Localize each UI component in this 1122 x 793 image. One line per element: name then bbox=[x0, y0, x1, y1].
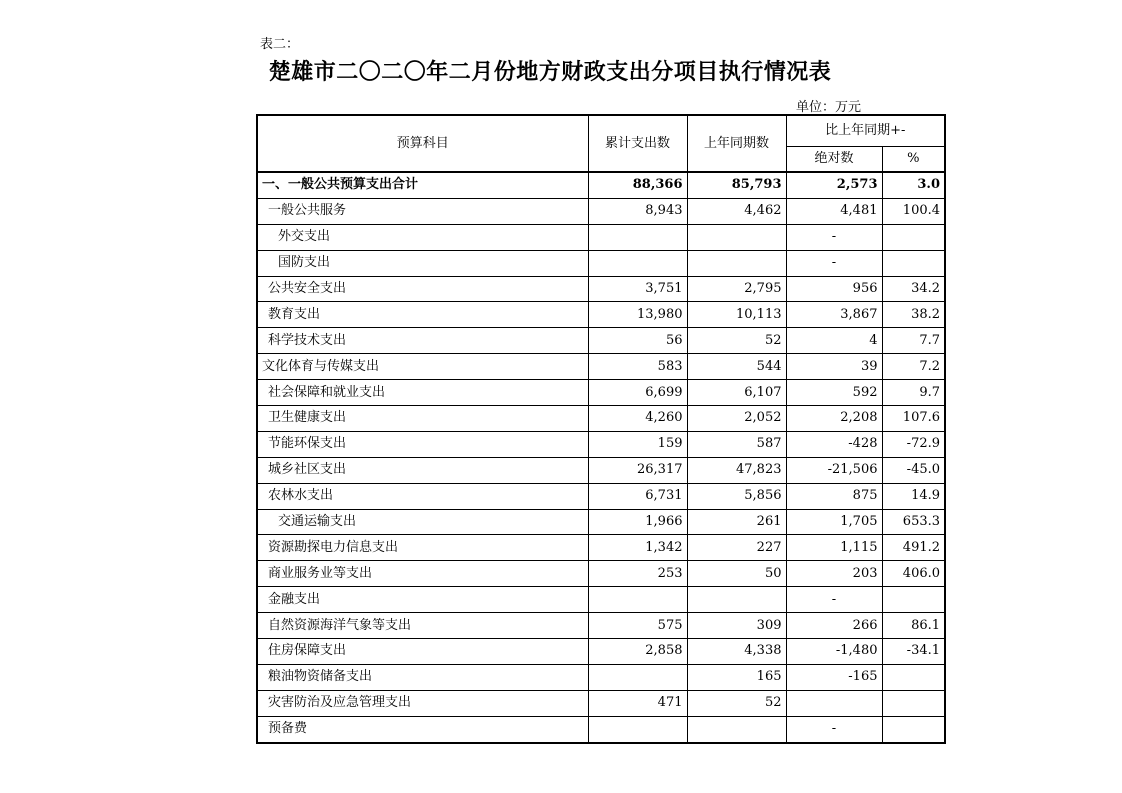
row-percent: 9.7 bbox=[882, 380, 945, 406]
table-row bbox=[257, 406, 945, 432]
row-last-year: 4,462 bbox=[687, 198, 786, 224]
row-absolute: 592 bbox=[786, 380, 882, 406]
row-cumulative: 8,943 bbox=[588, 198, 687, 224]
row-percent bbox=[882, 664, 945, 690]
table-row bbox=[257, 716, 945, 742]
row-percent: 107.6 bbox=[882, 406, 945, 432]
row-absolute: 1,705 bbox=[786, 509, 882, 535]
row-absolute: 2,208 bbox=[786, 406, 882, 432]
total-last-year: 85,793 bbox=[687, 172, 786, 198]
row-absolute: - bbox=[786, 224, 882, 250]
row-cumulative: 6,731 bbox=[588, 483, 687, 509]
row-absolute: 4 bbox=[786, 328, 882, 354]
row-cumulative: 56 bbox=[588, 328, 687, 354]
table-row bbox=[257, 302, 945, 328]
table-row bbox=[257, 613, 945, 639]
row-absolute: - bbox=[786, 250, 882, 276]
row-percent: 653.3 bbox=[882, 509, 945, 535]
total-name: 一、一般公共预算支出合计 bbox=[257, 172, 588, 198]
row-percent: -72.9 bbox=[882, 431, 945, 457]
row-name: 公共安全支出 bbox=[257, 276, 588, 302]
row-percent: 38.2 bbox=[882, 302, 945, 328]
row-percent bbox=[882, 587, 945, 613]
row-cumulative: 4,260 bbox=[588, 406, 687, 432]
table-row bbox=[257, 561, 945, 587]
table-row bbox=[257, 639, 945, 665]
row-name: 节能环保支出 bbox=[257, 431, 588, 457]
table-row bbox=[257, 483, 945, 509]
header-item: 预算科目 bbox=[257, 115, 588, 172]
table-row bbox=[257, 328, 945, 354]
row-last-year: 261 bbox=[687, 509, 786, 535]
row-percent: 491.2 bbox=[882, 535, 945, 561]
row-absolute: 4,481 bbox=[786, 198, 882, 224]
row-last-year: 2,052 bbox=[687, 406, 786, 432]
row-name: 国防支出 bbox=[257, 250, 588, 276]
row-last-year bbox=[687, 250, 786, 276]
row-percent: 406.0 bbox=[882, 561, 945, 587]
row-name: 金融支出 bbox=[257, 587, 588, 613]
row-last-year: 6,107 bbox=[687, 380, 786, 406]
row-name: 城乡社区支出 bbox=[257, 457, 588, 483]
row-name: 文化体育与传媒支出 bbox=[257, 354, 588, 380]
row-absolute: 875 bbox=[786, 483, 882, 509]
row-absolute: -428 bbox=[786, 431, 882, 457]
row-name: 社会保障和就业支出 bbox=[257, 380, 588, 406]
row-cumulative: 26,317 bbox=[588, 457, 687, 483]
row-cumulative: 6,699 bbox=[588, 380, 687, 406]
row-last-year: 227 bbox=[687, 535, 786, 561]
row-last-year: 5,856 bbox=[687, 483, 786, 509]
table-row bbox=[257, 224, 945, 250]
table-row bbox=[257, 198, 945, 224]
row-cumulative: 583 bbox=[588, 354, 687, 380]
row-percent: -45.0 bbox=[882, 457, 945, 483]
row-cumulative: 3,751 bbox=[588, 276, 687, 302]
row-name: 预备费 bbox=[257, 716, 588, 742]
row-cumulative bbox=[588, 250, 687, 276]
row-name: 卫生健康支出 bbox=[257, 406, 588, 432]
row-percent bbox=[882, 690, 945, 716]
row-last-year: 2,795 bbox=[687, 276, 786, 302]
row-name: 教育支出 bbox=[257, 302, 588, 328]
row-name: 住房保障支出 bbox=[257, 639, 588, 665]
row-name: 商业服务业等支出 bbox=[257, 561, 588, 587]
page-title: 楚雄市二〇二〇年二月份地方财政支出分项目执行情况表 bbox=[268, 59, 832, 85]
row-name: 灾害防治及应急管理支出 bbox=[257, 690, 588, 716]
row-name: 外交支出 bbox=[257, 224, 588, 250]
row-cumulative: 575 bbox=[588, 613, 687, 639]
header-cumulative: 累计支出数 bbox=[588, 115, 687, 172]
total-percent: 3.0 bbox=[882, 172, 945, 198]
total-absolute: 2,573 bbox=[786, 172, 882, 198]
table-row bbox=[257, 431, 945, 457]
table-row bbox=[257, 690, 945, 716]
header-compare: 比上年同期+- bbox=[786, 115, 945, 147]
header-absolute: 绝对数 bbox=[786, 147, 882, 173]
row-percent bbox=[882, 224, 945, 250]
row-cumulative: 253 bbox=[588, 561, 687, 587]
row-last-year: 50 bbox=[687, 561, 786, 587]
row-absolute: - bbox=[786, 587, 882, 613]
row-cumulative bbox=[588, 224, 687, 250]
row-cumulative bbox=[588, 716, 687, 742]
row-absolute: 266 bbox=[786, 613, 882, 639]
row-percent: 34.2 bbox=[882, 276, 945, 302]
table-row bbox=[257, 354, 945, 380]
row-cumulative: 471 bbox=[588, 690, 687, 716]
row-absolute: 3,867 bbox=[786, 302, 882, 328]
total-row bbox=[257, 172, 945, 198]
total-cumulative: 88,366 bbox=[588, 172, 687, 198]
row-last-year: 52 bbox=[687, 328, 786, 354]
table-row bbox=[257, 587, 945, 613]
table-row bbox=[257, 664, 945, 690]
row-absolute bbox=[786, 690, 882, 716]
table-row bbox=[257, 457, 945, 483]
row-percent: 7.7 bbox=[882, 328, 945, 354]
header-last-year: 上年同期数 bbox=[687, 115, 786, 172]
row-cumulative: 1,342 bbox=[588, 535, 687, 561]
row-percent: -34.1 bbox=[882, 639, 945, 665]
row-last-year: 52 bbox=[687, 690, 786, 716]
row-absolute: - bbox=[786, 716, 882, 742]
unit-label: 单位：万元 bbox=[796, 100, 862, 115]
row-name: 农林水支出 bbox=[257, 483, 588, 509]
row-absolute: -21,506 bbox=[786, 457, 882, 483]
row-name: 粮油物资储备支出 bbox=[257, 664, 588, 690]
row-last-year: 165 bbox=[687, 664, 786, 690]
row-last-year: 10,113 bbox=[687, 302, 786, 328]
row-percent bbox=[882, 250, 945, 276]
row-percent: 86.1 bbox=[882, 613, 945, 639]
row-cumulative bbox=[588, 587, 687, 613]
row-last-year: 4,338 bbox=[687, 639, 786, 665]
row-name: 自然资源海洋气象等支出 bbox=[257, 613, 588, 639]
row-cumulative: 159 bbox=[588, 431, 687, 457]
row-cumulative: 2,858 bbox=[588, 639, 687, 665]
table-row bbox=[257, 509, 945, 535]
row-name: 资源勘探电力信息支出 bbox=[257, 535, 588, 561]
row-last-year bbox=[687, 587, 786, 613]
row-cumulative bbox=[588, 664, 687, 690]
table-row bbox=[257, 535, 945, 561]
row-last-year: 47,823 bbox=[687, 457, 786, 483]
row-percent: 7.2 bbox=[882, 354, 945, 380]
table-row bbox=[257, 250, 945, 276]
row-absolute: 956 bbox=[786, 276, 882, 302]
row-last-year: 587 bbox=[687, 431, 786, 457]
row-name: 科学技术支出 bbox=[257, 328, 588, 354]
row-last-year: 309 bbox=[687, 613, 786, 639]
row-absolute: -1,480 bbox=[786, 639, 882, 665]
row-percent bbox=[882, 716, 945, 742]
row-name: 交通运输支出 bbox=[257, 509, 588, 535]
row-name: 一般公共服务 bbox=[257, 198, 588, 224]
row-last-year: 544 bbox=[687, 354, 786, 380]
row-last-year bbox=[687, 224, 786, 250]
row-percent: 14.9 bbox=[882, 483, 945, 509]
row-absolute: 39 bbox=[786, 354, 882, 380]
header-percent: % bbox=[882, 147, 945, 173]
row-percent: 100.4 bbox=[882, 198, 945, 224]
expenditure-table bbox=[256, 114, 946, 744]
row-cumulative: 1,966 bbox=[588, 509, 687, 535]
row-absolute: 1,115 bbox=[786, 535, 882, 561]
table-row bbox=[257, 380, 945, 406]
row-absolute: 203 bbox=[786, 561, 882, 587]
row-cumulative: 13,980 bbox=[588, 302, 687, 328]
table-row bbox=[257, 276, 945, 302]
row-absolute: -165 bbox=[786, 664, 882, 690]
row-last-year bbox=[687, 716, 786, 742]
table-label: 表二： bbox=[260, 37, 300, 52]
